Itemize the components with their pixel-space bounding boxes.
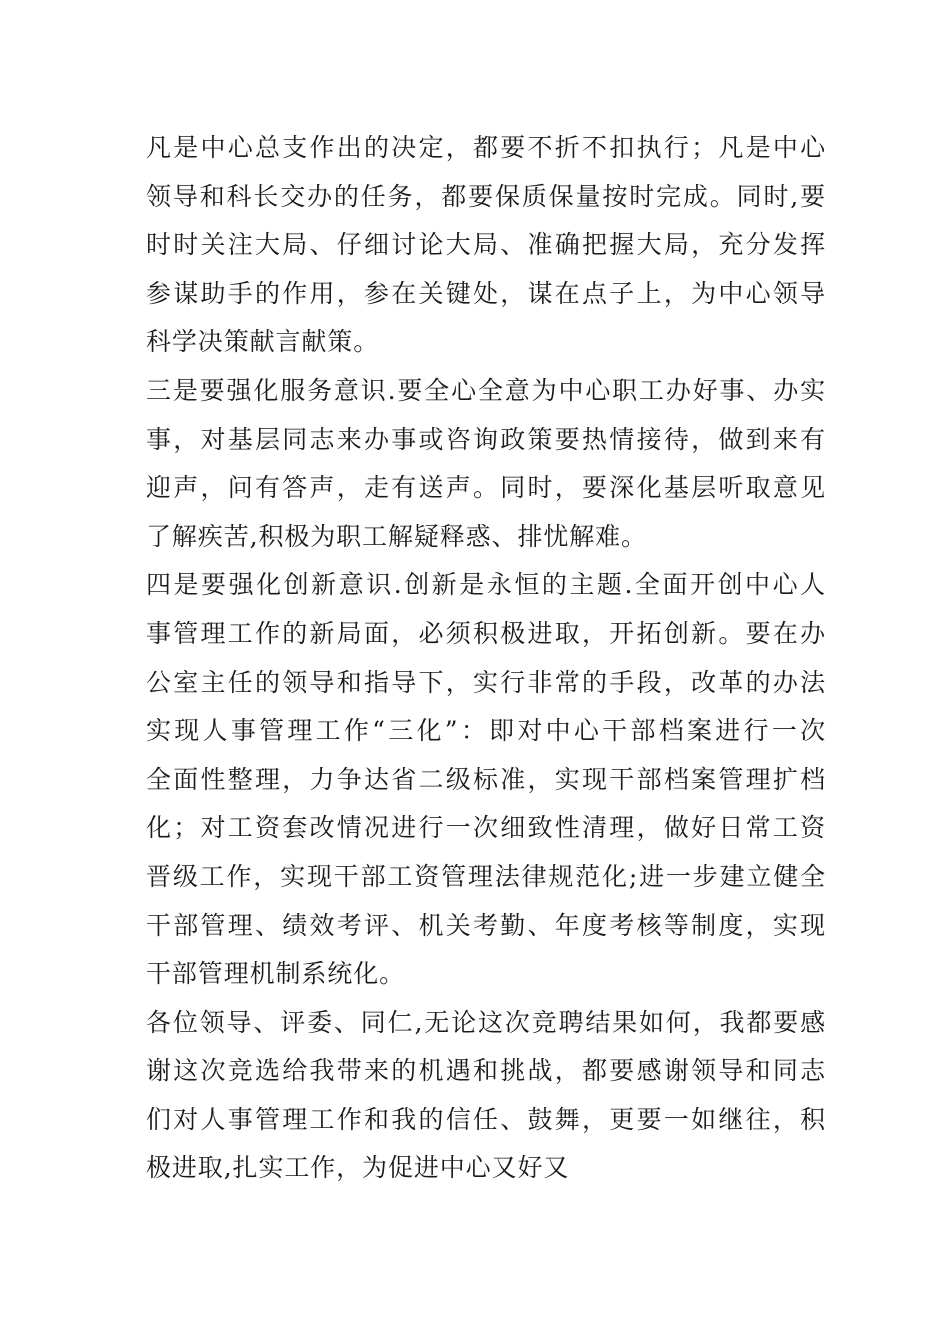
text-line: 各位领导、评委、同仁,无论这次竞聘结果如何，我都要感 <box>146 1007 826 1037</box>
text-line: 凡是中心总支作出的决定，都要不折不扣执行；凡是中心 <box>146 133 826 162</box>
text-line: 事，对基层同志来办事或咨询政策要热情接待，做到来有 <box>146 424 826 454</box>
document-body <box>146 124 826 1193</box>
text-line: 干部管理、绩效考评、机关考勤、年度考核等制度，实现 <box>146 910 826 940</box>
text-line: 参谋助手的作用，参在关键处，谋在点子上，为中心领导 <box>146 278 826 308</box>
text-line: 时时关注大局、仔细讨论大局、准确把握大局，充分发挥 <box>146 230 826 260</box>
text-line: 三是要强化服务意识.要全心全意为中心职工办好事、办实 <box>146 375 826 405</box>
text-line: 谢这次竞选给我带来的机遇和挑战，都要感谢领导和同志 <box>146 1056 826 1086</box>
text-line: 四是要强化创新意识.创新是永恒的主题.全面开创中心人 <box>146 570 826 600</box>
text-line: 干部管理机制系统化。 <box>146 959 406 989</box>
text-line: 迎声，问有答声，走有送声。同时，要深化基层听取意见 <box>146 473 826 503</box>
text-line: 公室主任的领导和指导下，实行非常的手段，改革的办法 <box>146 667 826 697</box>
text-line: 实现人事管理工作“三化”：即对中心干部档案进行一次 <box>146 716 826 746</box>
text-line: 事管理工作的新局面，必须积极进取，开拓创新。要在办 <box>146 618 826 648</box>
text-line: 们对人事管理工作和我的信任、鼓舞，更要一如继往，积 <box>146 1104 826 1134</box>
text-line: 科学决策献言献策。 <box>146 327 380 357</box>
text-line: 晋级工作，实现干部工资管理法律规范化;进一步建立健全 <box>146 861 826 891</box>
text-line: 化；对工资套改情况进行一次细致性清理，做好日常工资 <box>146 813 826 843</box>
text-line: 了解疾苦,积极为职工解疑释惑、排忧解难。 <box>146 521 647 551</box>
text-line: 领导和科长交办的任务，都要保质保量按时完成。同时,要 <box>146 181 826 211</box>
text-line: 极进取,扎实工作，为促进中心又好又 <box>146 1153 570 1183</box>
text-line: 全面性整理，力争达省二级标准，实现干部档案管理扩档 <box>146 764 826 794</box>
